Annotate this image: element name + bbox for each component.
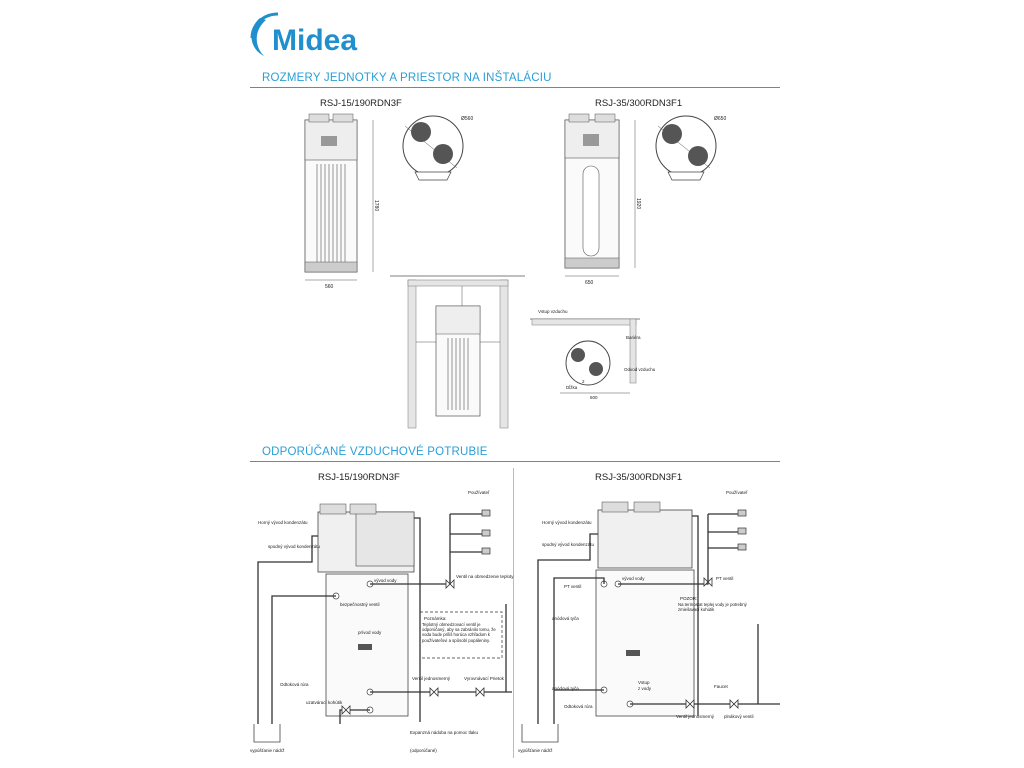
note-title: Poznámka: bbox=[424, 616, 447, 621]
label-lower-drain-b: spodný vývod kondenzátu bbox=[542, 542, 595, 547]
label-upper-drain: Horný vývod kondenzátu bbox=[258, 520, 308, 525]
dim-a-height: 1780 bbox=[373, 200, 379, 212]
model-label-b-bottom: RSJ-35/300RDN3F1 bbox=[595, 472, 683, 483]
label-air-inlet: Vstup vzduchu bbox=[538, 309, 568, 314]
label-drain-port-b: Odtoková rúra bbox=[564, 704, 593, 709]
label-safety-valve: bezpečnostný ventil bbox=[340, 602, 380, 607]
label-drain: vypúšťanie nádrž bbox=[250, 748, 285, 753]
label-lower-drain: spodný vývod kondenzátu bbox=[268, 544, 321, 549]
label-mix-valve: Ventil na obmedzenie teploty bbox=[456, 574, 514, 579]
model-label-a-top: RSJ-15/190RDN3F bbox=[320, 98, 402, 109]
section-title-piping: ODPORÚČANÉ VZDUCHOVÉ POTRUBIE bbox=[262, 446, 488, 458]
midea-logo bbox=[246, 8, 386, 64]
diagram-divider bbox=[513, 468, 514, 758]
label-inlet-water: prívod vody bbox=[358, 630, 382, 635]
label-upper-drain-b: Horný vývod kondenzátu bbox=[542, 520, 592, 525]
label-anode2-b: anódová tyča bbox=[552, 686, 579, 691]
dim-a-diameter: Ø560 bbox=[461, 116, 474, 122]
label-faucet-b: Faucet bbox=[714, 684, 728, 689]
label-drain-b: vypúšťanie nádrž bbox=[518, 748, 553, 753]
section-rule-2 bbox=[250, 461, 780, 462]
warning-text-b: Na termostat teplej vody je potrebný zmiešavací kohútik bbox=[678, 602, 747, 613]
dim-a-width: 560 bbox=[325, 284, 334, 290]
unit-a-front-view bbox=[295, 112, 385, 290]
unit-a-top-view bbox=[395, 112, 485, 187]
label-dim-600: 600 bbox=[590, 395, 598, 400]
label-mixing-valve-b: plnákový ventil bbox=[724, 714, 754, 719]
section-title-dimensions: ROZMERY JEDNOTKY A PRIESTOR NA INŠTALÁCIU bbox=[262, 72, 552, 84]
dim-b-height: 1920 bbox=[635, 198, 641, 210]
label-pt-valve2-b: PT ventil bbox=[716, 576, 734, 581]
label-inlet-water-b: Vstup bbox=[638, 680, 650, 685]
label-drain-valve: uzatvárací kohútik bbox=[306, 700, 343, 705]
dim-b-diameter: Ø650 bbox=[714, 116, 727, 122]
label-barrier: Bariéra bbox=[626, 335, 641, 340]
label-user: Používateľ bbox=[468, 490, 490, 495]
label-expansion: Expanzná nádoba na pomoc tlaku bbox=[410, 730, 479, 735]
model-label-a-bottom: RSJ-15/190RDN3F bbox=[318, 472, 400, 483]
installation-top-view bbox=[530, 305, 660, 400]
dim-b-width: 650 bbox=[585, 280, 594, 286]
piping-diagram-a bbox=[250, 484, 512, 766]
section-rule-1 bbox=[250, 87, 780, 88]
label-check-valve: Ventil jednosmerný bbox=[412, 676, 451, 681]
warning-title-b: POZOR: bbox=[680, 596, 698, 601]
model-label-b-top: RSJ-35/300RDN3F1 bbox=[595, 98, 683, 109]
note-text: Teplotný obmedzovací ventil je odporúčaný, aby sa zabránilo tomu, že voda bude príliš horúca vzhľadom k používateľovi a spôsobí popáleniny. bbox=[422, 622, 496, 643]
label-length: Dĺžka bbox=[566, 385, 578, 390]
label-check-valve-b: Ventil jednosmerný bbox=[676, 714, 715, 719]
unit-b-top-view bbox=[648, 112, 738, 187]
label-pt-valve-b: PT ventil bbox=[564, 584, 582, 589]
unit-b-front-view bbox=[555, 112, 645, 287]
label-outlet-water: vývod vody bbox=[374, 578, 397, 583]
label-drain-port: Odtoková rúra bbox=[280, 682, 309, 687]
brand-name: Midea bbox=[272, 24, 358, 57]
label-optional: (odporúčané) bbox=[410, 748, 437, 753]
piping-diagram-b bbox=[518, 484, 780, 766]
label-small: 2 bbox=[582, 379, 585, 384]
label-air-outlet: Odvod vzduchu bbox=[624, 367, 656, 372]
label-user-b: Používateľ bbox=[726, 490, 748, 495]
label-anode-b: anódová tyča bbox=[552, 616, 579, 621]
label-outlet-water-b: vývod vody bbox=[622, 576, 645, 581]
installation-space-diagram bbox=[390, 270, 525, 430]
label-inlet-water2-b: z vody bbox=[638, 686, 652, 691]
label-reducer: Vyrovnávací Prietok bbox=[464, 676, 504, 681]
